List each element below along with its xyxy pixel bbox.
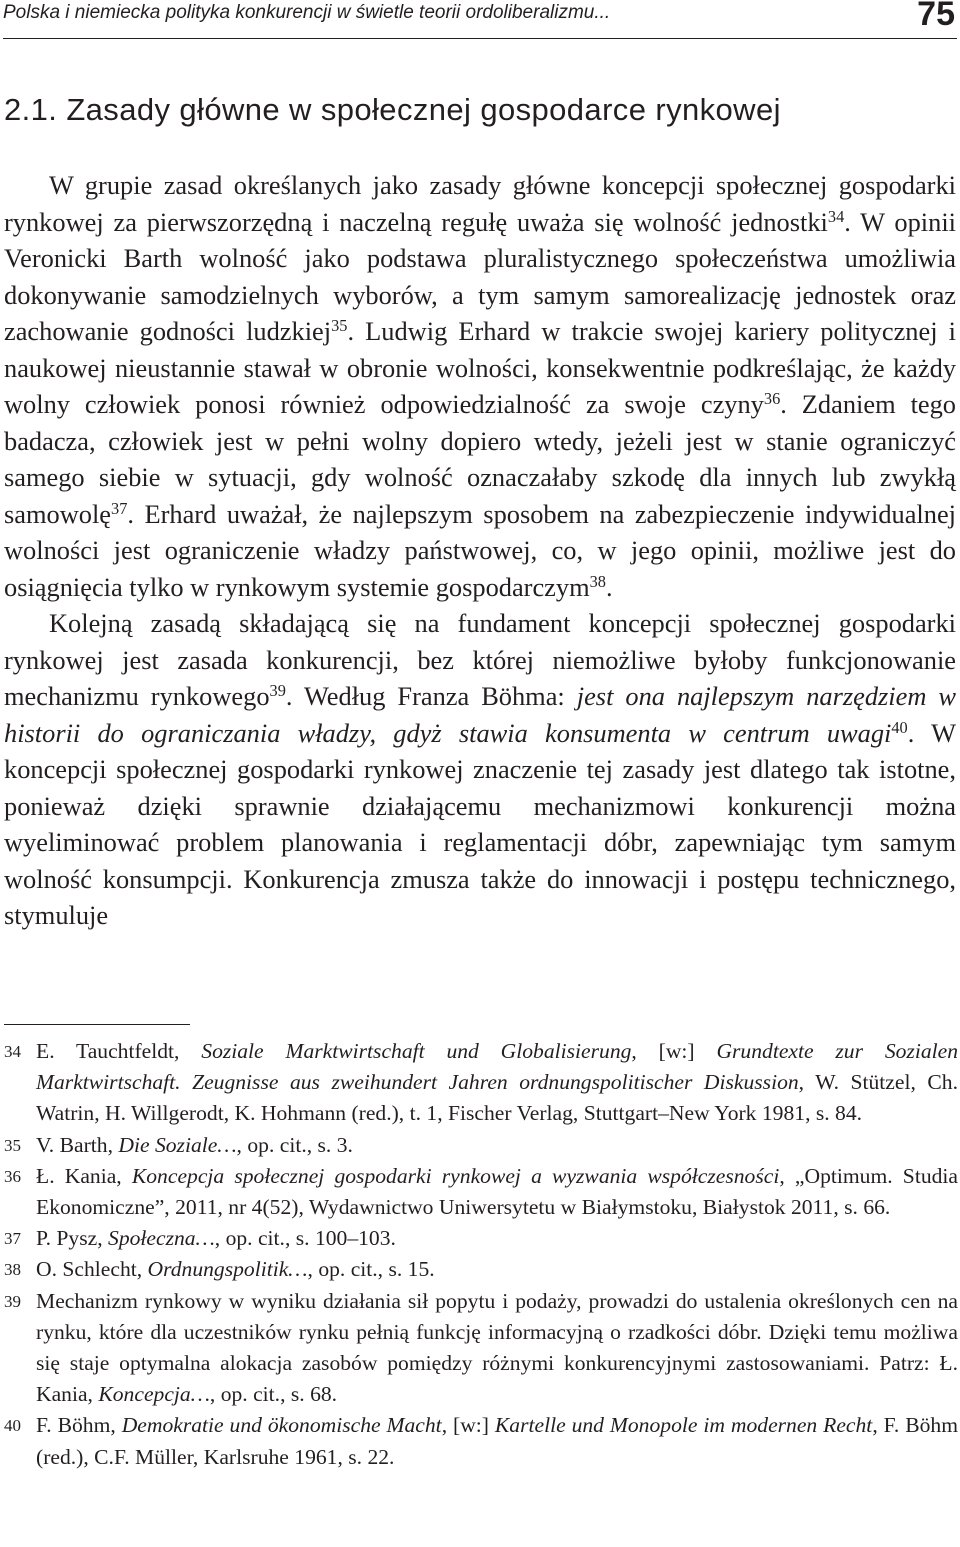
footnote-ref-38[interactable]: 38 [589,571,606,591]
text-run: . [605,571,613,602]
title-italic: Kartelle und Monopole im modernen Recht [494,1413,873,1438]
text-run: Kolejną zasadą składającą się na fundament koncepcji społecznej gospodarki rynkowej jest zasada konkurencji, bez której niemożliwe byłoby funkcjonowanie mechanizmu rynkowego [4,608,956,711]
title-italic: Koncepcja społecznej gospodarki rynkowej a wyzwania współczesności [131,1163,780,1188]
text-run: E. Tauchtfeldt, [36,1039,202,1063]
text-run: , [w:] [441,1413,495,1438]
quotation: jest ona najlepszym narzędziem w historii do ograniczania władzy, gdyż stawia konsumenta w centrum uwagi [4,681,956,748]
footnote-number: 36 [4,1166,21,1186]
footnote-ref-39[interactable]: 39 [269,681,286,700]
title-italic: Ordnungspolitik… [147,1257,308,1282]
title-italic: Soziale Marktwirtschaft und Globalisierung [201,1039,632,1063]
text-run: Mechanizm rynkowy w wyniku działania sił popytu i podaży, prowadzi do ustalenia określonych cen na rynku, które dla uczestników rynku pełnią funkcję informacyjną o rzadkości dóbr. Dzięki temu możliwa się staje optymalna alokacja zasobów pomiędzy różnymi konkurencyjnymi zastosowaniami. Patrz: Ł. Kania, [36,1288,958,1407]
text-run: O. Schlecht, [36,1257,148,1282]
text-run: . Ludwig Erhard w trakcie swojej kariery politycznej i naukowej nieustannie stawał w obronie wolności, konsekwentnie podkreślając, że każdy wolny człowiek ponosi również odpowiedzialność za swoje czyny [4,316,956,419]
text-run: . W opinii Veronicki Barth wolność jako podstawa pluralistycznego społeczeństwa umożliwia dokonywanie samodzielnych wyborów, a tym samym samorealizację jednostek oraz zachowanie godności ludzkiej [4,206,956,346]
footnote-38 [4,1254,958,1285]
footnote-separator [4,1024,190,1025]
footnote-34 [4,1036,958,1130]
footnote-number: 34 [4,1042,21,1061]
text-run: . Zdaniem tego badacza, człowiek jest w pełni wolny dopiero wtedy, jeżeli jest w stanie ograniczyć samego siebie w sytuacji, gdy wolność oznaczałaby szkodę dla innych lub zwykłą samowolę [4,389,956,529]
text-run: , op. cit., s. 15. [307,1257,435,1282]
footnote-39 [4,1286,958,1411]
text-run: Ł. Kania, [36,1163,132,1188]
footnote-ref-36[interactable]: 36 [763,389,781,408]
title-italic: Społeczna… [108,1226,215,1251]
footnote-ref-34[interactable]: 34 [827,206,845,226]
section-heading: 2.1. Zasady główne w społecznej gospodarce rynkowej [4,92,781,127]
title-italic: Grundtexte zur Sozialen Marktwirtschaft. Zeugnisse aus zweihundert Jahren ordnungspolitischer Diskussion [36,1039,958,1095]
footnote-number: 40 [4,1416,21,1436]
paragraph-1 [4,167,956,605]
footnotes [4,1036,958,1473]
text-run: . W koncepcji społecznej gospodarki rynkowej znaczenie tej zasady jest dlatego tak istotne, ponieważ dzięki sprawnie działającemu mechanizmowi konkurencji można wyeliminować problem planowania i reglamentacji dóbr, zapewniając tym samym wolność konsumpcji. Konkurencja zmusza także do innowacji i postępu technicznego, stymuluje [4,717,956,930]
footnote-35 [4,1130,958,1161]
running-title: Polska i niemiecka polityka konkurencji w świetle teorii ordoliberalizmu... [3,2,611,23]
page-number: 75 [917,0,955,33]
title-italic: Demokratie und ökonomische Macht [121,1413,442,1438]
footnote-37 [4,1223,958,1254]
footnote-36 [4,1161,958,1223]
footnote-ref-40[interactable]: 40 [891,717,908,737]
text-run: , op. cit., s. 68. [209,1382,338,1407]
text-run: , op. cit., s. 100–103. [214,1226,396,1251]
title-italic: Koncepcja… [98,1382,210,1407]
text-run: W grupie zasad określanych jako zasady główne koncepcji społecznej gospodarki rynkowej za pierwszorzędną i naczelną regułę uważa się wolność jednostki [4,170,956,237]
text-run: P. Pysz, [36,1226,109,1251]
footnote-number: 37 [4,1229,21,1249]
footnote-ref-37[interactable]: 37 [111,498,128,518]
footnote-number: 35 [4,1135,21,1155]
footnote-number: 38 [4,1260,21,1280]
text-run: , [w:] [631,1039,717,1063]
footnote-number: 39 [4,1291,21,1311]
paragraph-2 [4,605,956,934]
footnote-40 [4,1410,958,1472]
text-run: F. Böhm, [36,1413,122,1438]
body-text [4,167,956,934]
text-run: V. Barth, [36,1132,119,1157]
text-run: , „Optimum. Studia Ekonomiczne”, 2011, nr 4(52), Wydawnictwo Uniwersytetu w Białymstoku, Białystok 2011, s. 66. [36,1163,958,1220]
footnote-ref-35[interactable]: 35 [331,316,348,335]
text-run: , F. Böhm (red.), C.F. Müller, Karlsruhe 1961, s. 22. [36,1413,959,1469]
title-italic: Die Soziale… [118,1132,237,1157]
running-header [3,0,957,39]
text-run: . Według Franza Böhma: [285,681,577,711]
text-run: , op. cit., s. 3. [236,1132,353,1157]
text-run: , W. Stützel, Ch. Watrin, H. Willgerodt, K. Hohmann (red.), t. 1, Fischer Verlag, Stuttgart–New York 1981, s. 84. [36,1070,958,1126]
text-run: . Erhard uważał, że najlepszym sposobem na zabezpieczenie indywidualnej wolności jest ograniczenie władzy państwowej, co, w jego opinii, możliwe jest do osiągnięcia tylko w rynkowym systemie gospodarczym [4,498,956,602]
